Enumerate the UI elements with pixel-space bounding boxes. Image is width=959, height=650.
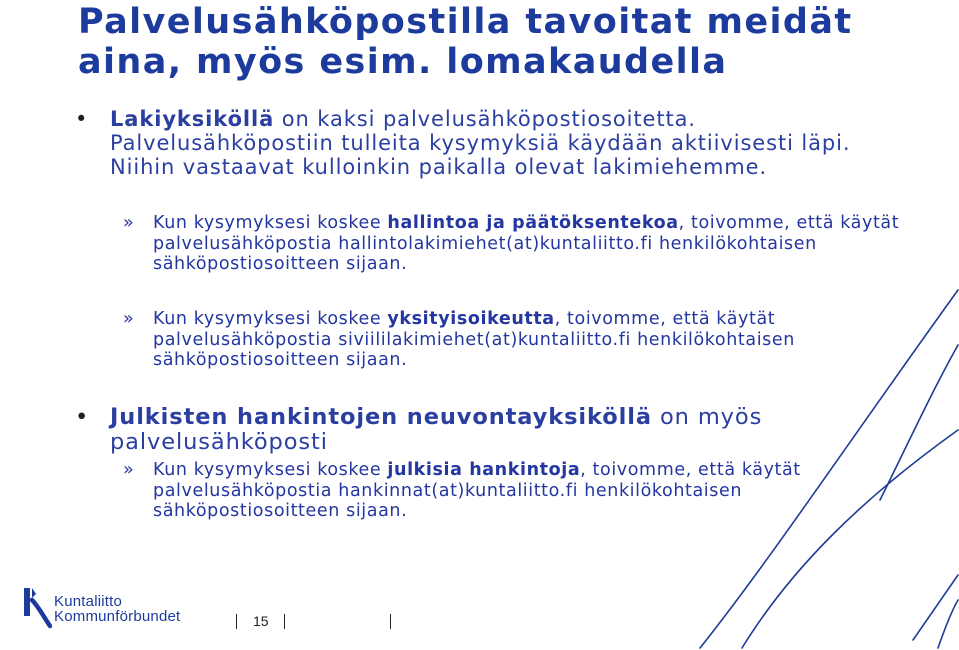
footer-divider xyxy=(236,614,237,629)
logo-line-1: Kuntaliitto xyxy=(54,593,123,610)
sub-bullet-suffix: , toivomme, että käytät palvelusähköpostia hallintolakimiehet(at)kuntaliitto.fi henkilökohtaisen sähköpostiosoitteen sijaan. xyxy=(153,213,900,274)
sub-bullet-prefix: Kun kysymyksesi koskee xyxy=(153,309,388,329)
footer-divider xyxy=(284,614,285,629)
bullet-bold-term: Lakiyksiköllä xyxy=(110,107,275,131)
sub-bullet-hallinto xyxy=(123,213,913,275)
sub-bullet-marker: » xyxy=(123,309,135,329)
bullet-text: on kaksi palvelusähköpostiosoitetta. Palvelusähköpostiin tulleita kysymyksiä käydään aktiivisesti läpi. Niihin vastaavat kulloinkin paikalla olevat lakimiehemme. xyxy=(110,107,851,179)
sub-bullet-prefix: Kun kysymyksesi koskee xyxy=(153,213,388,233)
bullet-marker: • xyxy=(75,404,90,430)
bullet-lakiyksikko xyxy=(75,107,910,179)
bullet-marker: • xyxy=(75,107,89,131)
sub-bullet-suffix: , toivomme, että käytät palvelusähköpostia hankinnat(at)kuntaliitto.fi henkilökohtaisen sähköpostiosoitteen sijaan. xyxy=(153,460,801,521)
sub-bullet-yksityisoikeus xyxy=(123,309,913,371)
bullet-text: on myös palvelusähköposti xyxy=(110,404,763,455)
sub-bullet-prefix: Kun kysymyksesi koskee xyxy=(153,460,388,480)
slide-title: Palvelusähköpostilla tavoitat meidät aina, myös esim. lomakaudella xyxy=(78,2,853,82)
bullet-hankinnat xyxy=(75,404,910,455)
logo-wordmark xyxy=(54,594,180,624)
sub-bullet-marker: » xyxy=(123,460,135,480)
logo-line-2: Kommunförbundet xyxy=(54,608,181,625)
sub-bullet-julkiset-hankinnat xyxy=(123,460,913,522)
bullet-bold-term: Julkisten hankintojen neuvontayksiköllä xyxy=(110,404,652,430)
sub-bullet-suffix: , toivomme, että käytät palvelusähköpostia siviililakimiehet(at)kuntaliitto.fi henkilökohtaisen sähköpostiosoitteen sijaan. xyxy=(153,309,795,370)
sub-bullet-bold-term: yksityisoikeutta xyxy=(387,309,555,329)
kuntaliitto-logo-icon xyxy=(22,586,52,630)
swoosh-curve-5 xyxy=(938,600,958,648)
sub-bullet-bold-term: julkisia hankintoja xyxy=(387,460,581,480)
swoosh-line-4 xyxy=(913,575,958,640)
page-number: 15 xyxy=(253,613,269,629)
sub-bullet-marker: » xyxy=(123,213,135,233)
footer-divider xyxy=(390,614,391,629)
sub-bullet-bold-term: hallintoa ja päätöksentekoa xyxy=(387,213,679,233)
